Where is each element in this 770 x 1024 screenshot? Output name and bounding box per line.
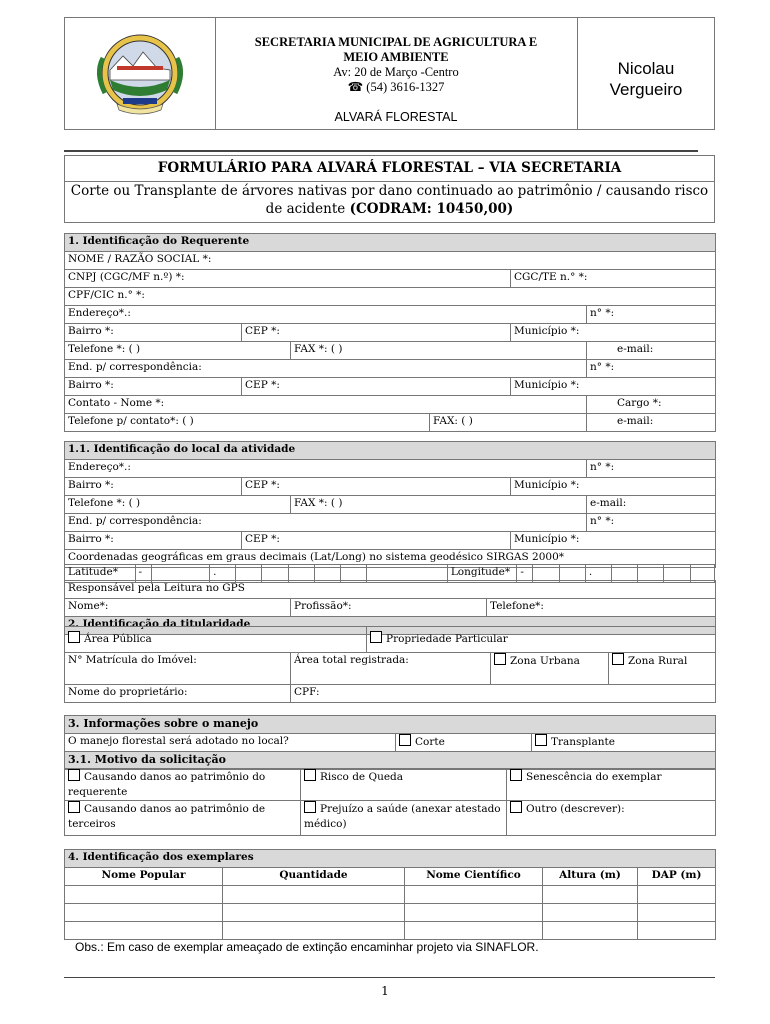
longitude-sign: - [517,565,533,583]
field-cgc-te[interactable]: CGC/TE n.° *: [511,270,716,288]
section-requerente [64,233,716,432]
col-dap: DAP (m) [638,868,716,886]
field-local-bairro-corr[interactable]: Bairro *: [65,532,242,550]
checkbox-transplante[interactable] [535,734,547,746]
secretariat-phone: ☎ (54) 3616-1327 [347,80,445,94]
col-altura: Altura (m) [543,868,638,886]
section-manejo [64,715,716,770]
checkbox-risco-queda[interactable] [304,769,316,781]
city-name [577,18,715,129]
checkbox-propriedade-particular[interactable] [370,631,382,643]
field-email[interactable]: e-mail: [587,342,716,360]
motivo-options [64,768,716,836]
danos-terceiros-label: Causando danos ao patrimônio de terceiros [68,803,266,830]
section-3-title: 3. Informações sobre o manejo [65,716,716,734]
checkbox-zona-urbana[interactable] [494,653,506,665]
field-local-telefone[interactable]: Telefone *: ( ) [65,496,291,514]
section-4-title: 4. Identificação dos exemplares [65,850,716,868]
outro-label: Outro (descrever): [526,803,625,815]
checkbox-danos-requerente[interactable] [68,769,80,781]
field-fax[interactable]: FAX *: ( ) [291,342,587,360]
document-type: ALVARÁ FLORESTAL [334,110,458,124]
section-exemplares [64,849,716,940]
header-divider [64,150,698,152]
cell-input[interactable] [638,904,716,922]
transplante-label: Transplante [551,736,615,748]
checkbox-outro[interactable] [510,801,522,813]
option-propriedade-particular[interactable] [367,627,716,653]
cell-input[interactable] [543,922,638,940]
option-corte[interactable] [396,734,532,752]
form-subtitle-text: Corte ou Transplante de árvores nativas por dano continuado ao patrimônio / causando risco de acidente [70,183,709,217]
field-numero-corr[interactable]: n° *: [587,360,716,378]
form-subtitle [65,181,714,218]
area-publica-label: Área Pública [84,633,152,645]
option-zona-urbana[interactable] [491,653,609,685]
cell-input[interactable] [65,886,223,904]
latitude-label: Latitude* [65,565,136,583]
longitude-label: Longitude* [447,565,517,583]
checkbox-prejuizo-saude[interactable] [304,801,316,813]
cell-input[interactable] [543,904,638,922]
field-local-email[interactable]: e-mail: [587,496,716,514]
secretariat-info [215,18,578,129]
senescencia-label: Senescência do exemplar [526,771,662,783]
checkbox-danos-terceiros[interactable] [68,801,80,813]
cell-input[interactable] [543,886,638,904]
coordinates-note: Coordenadas geográficas em graus decimais (Lat/Long) no sistema geodésico SIRGAS 2000* [65,550,716,568]
zona-urbana-label: Zona Urbana [510,655,580,667]
field-gps-nome[interactable]: Nome*: [65,599,291,617]
section-3-1-title: 3.1. Motivo da solicitação [65,752,716,770]
col-nome-cientifico: Nome Científico [405,868,543,886]
option-senescencia[interactable] [507,769,716,801]
table-row [65,922,716,940]
option-danos-terceiros[interactable] [65,801,301,836]
secretariat-address: Av: 20 de Março -Centro [333,65,459,79]
observation-note: Obs.: Em caso de exemplar ameaçado de extinção encaminhar projeto via SINAFLOR. [75,940,539,954]
cell-input[interactable] [223,922,405,940]
field-local-cep[interactable]: CEP *: [242,478,511,496]
field-local-endereco[interactable]: Endereço*.: [65,460,587,478]
field-cargo[interactable]: Cargo *: [587,396,716,414]
field-cep[interactable]: CEP *: [242,324,511,342]
field-endereco[interactable]: Endereço*.: [65,306,587,324]
field-contato-nome[interactable]: Contato - Nome *: [65,396,587,414]
option-prejuizo-saude[interactable] [301,801,507,836]
field-nome-razao[interactable]: NOME / RAZÃO SOCIAL *: [65,252,716,270]
field-local-bairro[interactable]: Bairro *: [65,478,242,496]
section-1-title: 1. Identificação do Requerente [65,234,716,252]
option-outro[interactable] [507,801,716,836]
footer-divider [64,977,715,978]
cell-input[interactable] [223,904,405,922]
checkbox-area-publica[interactable] [68,631,80,643]
section-1-1-title: 1.1. Identificação do local da atividade [65,442,716,460]
cell-input[interactable] [65,904,223,922]
field-cpf[interactable]: CPF/CIC n.° *: [65,288,716,306]
field-local-numero[interactable]: n° *: [587,460,716,478]
col-nome-popular: Nome Popular [65,868,223,886]
risco-queda-label: Risco de Queda [320,771,404,783]
section-local-atividade [64,441,716,568]
field-local-fax[interactable]: FAX *: ( ) [291,496,587,514]
longitude-dot: . [585,565,611,583]
corte-label: Corte [415,736,445,748]
document-header [64,17,715,130]
option-danos-requerente[interactable] [65,769,301,801]
latitude-sign: - [135,565,151,583]
field-local-cep-corr[interactable]: CEP *: [242,532,511,550]
secretariat-name-line2: MEIO AMBIENTE [343,50,449,64]
option-risco-queda[interactable] [301,769,507,801]
section-2-title: 2. Identificação da titularidade [65,617,716,635]
field-gps-telefone[interactable]: Telefone*: [487,599,716,617]
cell-input[interactable] [405,904,543,922]
field-telefone[interactable]: Telefone *: ( ) [65,342,291,360]
field-gps-profissao[interactable]: Profissão*: [291,599,487,617]
field-email-contato[interactable]: e-mail: [587,414,716,432]
field-fax-contato[interactable]: FAX: ( ) [430,414,587,432]
field-local-end-corr[interactable]: End. p/ correspondência: [65,514,587,532]
col-quantidade: Quantidade [223,868,405,886]
form-title-box [64,155,715,223]
field-local-municipio-corr[interactable]: Município *: [511,532,716,550]
checkbox-zona-rural[interactable] [612,653,624,665]
codram-code: (CODRAM: 10450,00) [349,201,514,217]
field-end-correspondencia[interactable]: End. p/ correspondência: [65,360,587,378]
city-name-line1: Nicolau [617,59,675,78]
municipal-seal-logo [65,18,216,129]
field-local-municipio[interactable]: Município *: [511,478,716,496]
prejuizo-saude-label: Prejuízo a saúde (anexar atestado médico) [304,803,501,830]
gps-responsavel-label: Responsável pela Leitura no GPS [65,581,716,599]
field-municipio[interactable]: Município *: [511,324,716,342]
page-number: 1 [381,984,389,998]
city-name-line2: Vergueiro [609,80,683,99]
field-bairro[interactable]: Bairro *: [65,324,242,342]
field-telefone-contato[interactable]: Telefone p/ contato*: ( ) [65,414,430,432]
section-titularidade [64,626,716,703]
checkbox-corte[interactable] [399,734,411,746]
cell-input[interactable] [65,922,223,940]
cell-input[interactable] [638,922,716,940]
field-cep-corr[interactable]: CEP *: [242,378,511,396]
option-area-publica[interactable] [65,627,367,653]
form-title: FORMULÁRIO PARA ALVARÁ FLORESTAL – VIA SECRETARIA [65,156,714,182]
zona-rural-label: Zona Rural [628,655,688,667]
cell-input[interactable] [223,886,405,904]
latitude-dot: . [210,565,236,583]
cell-input[interactable] [638,886,716,904]
cell-input[interactable] [405,886,543,904]
field-numero[interactable]: n° *: [587,306,716,324]
table-row [65,886,716,904]
secretariat-name-line1: SECRETARIA MUNICIPAL DE AGRICULTURA E [254,35,538,49]
checkbox-senescencia[interactable] [510,769,522,781]
manejo-question: O manejo florestal será adotado no local? [65,734,396,752]
field-cnpj[interactable]: CNPJ (CGC/MF n.º) *: [65,270,511,288]
option-zona-rural[interactable] [609,653,716,685]
table-row [65,904,716,922]
field-area-total[interactable]: Área total registrada: [291,653,491,685]
field-bairro-corr[interactable]: Bairro *: [65,378,242,396]
option-transplante[interactable] [532,734,716,752]
field-local-numero-corr[interactable]: n° *: [587,514,716,532]
danos-requerente-label: Causando danos ao patrimônio do requerente [68,771,266,798]
cell-input[interactable] [405,922,543,940]
propriedade-particular-label: Propriedade Particular [386,633,508,645]
field-municipio-corr[interactable]: Município *: [511,378,716,396]
field-proprietario-cpf[interactable]: CPF: [291,685,716,703]
field-proprietario[interactable]: Nome do proprietário: [65,685,291,703]
field-matricula[interactable]: N° Matrícula do Imóvel: [65,653,291,685]
